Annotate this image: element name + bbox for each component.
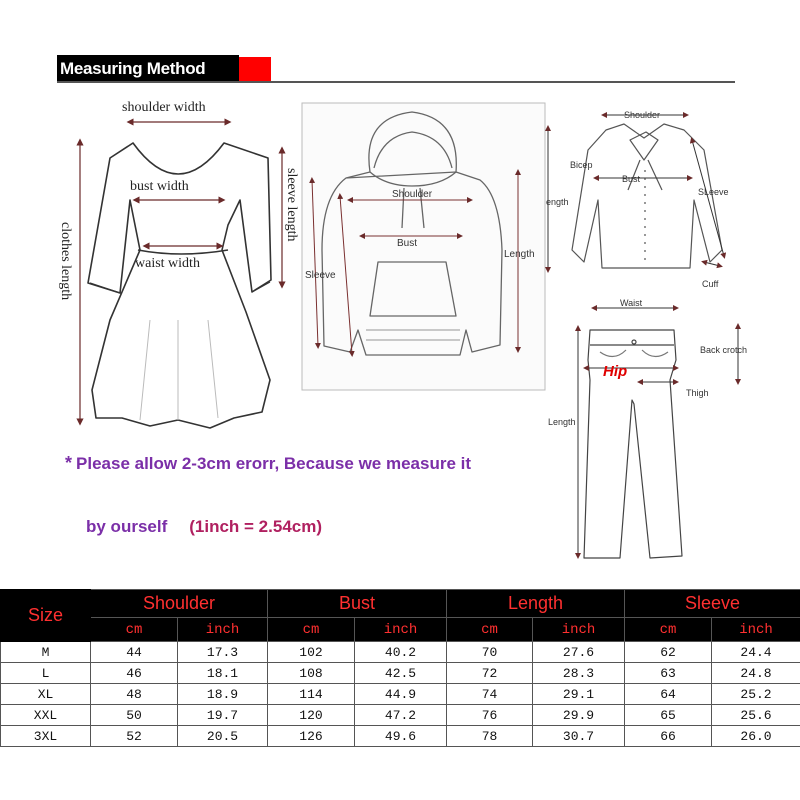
pants-label-thigh: Thigh: [686, 388, 709, 398]
measurement-cell: 74: [447, 684, 533, 705]
hoodie-label-sleeve: Sleeve: [305, 270, 336, 281]
unit-header: cm: [447, 618, 533, 642]
shirt-label-bust: Bust: [622, 174, 641, 184]
measurement-cell: 120: [268, 705, 355, 726]
table-row: [1, 726, 800, 747]
hoodie-panel: [302, 103, 545, 390]
shirt-label-length: ength: [546, 197, 569, 207]
unit-header: inch: [178, 618, 268, 642]
measurement-cell: 25.6: [712, 705, 800, 726]
measurement-cell: 29.9: [533, 705, 625, 726]
pants-label-waist: Waist: [620, 298, 643, 308]
measurement-cell: 114: [268, 684, 355, 705]
measurement-cell: 52: [91, 726, 178, 747]
dress-measure-lines: [80, 122, 282, 422]
table-row: [1, 684, 800, 705]
note-asterisk: *: [65, 453, 73, 473]
measurement-cell: 70: [447, 642, 533, 663]
measurement-cell: 63: [625, 663, 712, 684]
measurement-cell: 30.7: [533, 726, 625, 747]
measurement-cell: 29.1: [533, 684, 625, 705]
hoodie-label-length: Length: [504, 249, 535, 260]
measurement-cell: 64: [625, 684, 712, 705]
measurement-cell: 76: [447, 705, 533, 726]
measurement-cell: 18.1: [178, 663, 268, 684]
measurement-cell: 20.5: [178, 726, 268, 747]
unit-header: inch: [355, 618, 447, 642]
table-unit-header-row: [1, 618, 800, 642]
table-row: [1, 642, 800, 663]
measurement-cell: 66: [625, 726, 712, 747]
measurement-cell: 102: [268, 642, 355, 663]
measurement-cell: 27.6: [533, 642, 625, 663]
measurement-cell: 72: [447, 663, 533, 684]
measurement-cell: 18.9: [178, 684, 268, 705]
unit-header: cm: [91, 618, 178, 642]
measurement-error-note: [65, 453, 471, 474]
label-sleeve-length: sleeve length: [284, 168, 299, 242]
measurement-cell: 47.2: [355, 705, 447, 726]
bust-column-header: Bust: [268, 590, 447, 618]
size-chart-table: [0, 589, 800, 747]
unit-header: inch: [712, 618, 800, 642]
label-shoulder-width: shoulder width: [122, 100, 206, 115]
sleeve-column-header: Sleeve: [625, 590, 800, 618]
measurement-cell: 48: [91, 684, 178, 705]
measurement-cell: 19.7: [178, 705, 268, 726]
measurement-cell: 44: [91, 642, 178, 663]
shoulder-column-header: Shoulder: [91, 590, 268, 618]
table-row: [1, 705, 800, 726]
measurement-cell: 44.9: [355, 684, 447, 705]
label-clothes-length: clothes length: [58, 222, 73, 301]
size-cell: M: [1, 642, 91, 663]
label-waist-width: waist width: [135, 256, 200, 271]
pants-diagram: [548, 298, 747, 558]
measurement-cell: 26.0: [712, 726, 800, 747]
label-bust-width: bust width: [130, 179, 189, 194]
measurement-note-line2: [86, 517, 322, 537]
size-cell: 3XL: [1, 726, 91, 747]
shirt-label-shoulder: Shoulder: [624, 110, 661, 120]
measurement-cell: 24.8: [712, 663, 800, 684]
measurement-cell: 62: [625, 642, 712, 663]
unit-header: cm: [625, 618, 712, 642]
hoodie-label-shoulder: Shoulder: [392, 189, 433, 200]
section-title: Measuring Method: [57, 55, 239, 82]
length-column-header: Length: [447, 590, 625, 618]
measurement-cell: 40.2: [355, 642, 447, 663]
shirt-diagram: [546, 110, 729, 289]
shirt-label-cuff: Cuff: [702, 279, 719, 289]
measurement-cell: 24.4: [712, 642, 800, 663]
size-cell: L: [1, 663, 91, 684]
note-text-line2: by ourself: [86, 517, 168, 536]
measurement-cell: 42.5: [355, 663, 447, 684]
table-row: [1, 663, 800, 684]
shirt-label-bicep: Bicep: [570, 160, 593, 170]
hoodie-label-bust: Bust: [397, 238, 418, 249]
measurement-cell: 46: [91, 663, 178, 684]
size-cell: XL: [1, 684, 91, 705]
size-table-body: [1, 642, 800, 747]
measurement-cell: 28.3: [533, 663, 625, 684]
size-column-header: Size: [1, 590, 91, 642]
measurement-cell: 126: [268, 726, 355, 747]
measurement-cell: 49.6: [355, 726, 447, 747]
measurement-cell: 78: [447, 726, 533, 747]
shirt-label-sleeve: SLeeve: [698, 187, 729, 197]
inch-conversion-note: (1inch = 2.54cm): [189, 517, 323, 536]
measurement-cell: 25.2: [712, 684, 800, 705]
measurement-cell: 50: [91, 705, 178, 726]
measurement-cell: 65: [625, 705, 712, 726]
note-text-line1: Please allow 2-3cm erorr, Because we measure it: [76, 454, 472, 473]
unit-header: inch: [533, 618, 625, 642]
table-group-header-row: [1, 590, 800, 618]
measurement-cell: 108: [268, 663, 355, 684]
pants-label-length: Length: [548, 417, 576, 427]
pants-label-hip: Hip: [603, 363, 628, 380]
unit-header: cm: [268, 618, 355, 642]
size-cell: XXL: [1, 705, 91, 726]
measurement-cell: 17.3: [178, 642, 268, 663]
pants-label-back-crotch: Back crotch: [700, 345, 748, 355]
